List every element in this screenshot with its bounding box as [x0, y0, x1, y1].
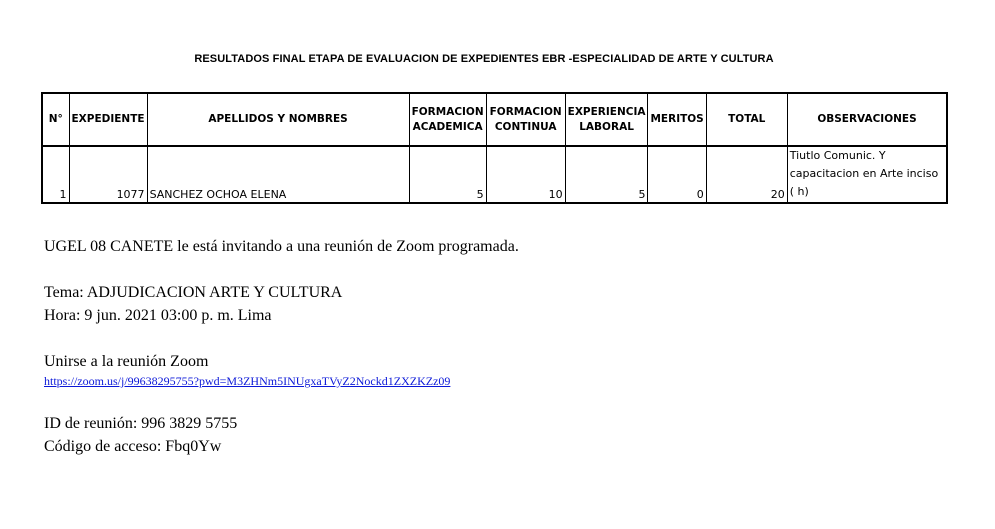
cell-formacion-continua: 10: [486, 146, 565, 203]
meeting-id: ID de reunión: 996 3829 5755: [44, 415, 238, 432]
header-total: TOTAL: [706, 93, 787, 146]
table-header-row: [42, 93, 947, 146]
cell-observaciones: [787, 146, 947, 203]
cell-apellidos: SANCHEZ OCHOA ELENA: [147, 146, 409, 203]
header-n: N°: [42, 93, 69, 146]
header-formacion-continua-line1: FORMACION: [489, 105, 562, 118]
meeting-time: Hora: 9 jun. 2021 03:00 p. m. Lima: [44, 307, 272, 324]
join-label: Unirse a la reunión Zoom: [44, 353, 209, 370]
observaciones-line2: capacitacion en Arte inciso: [789, 167, 939, 180]
header-experiencia-laboral-line2: LABORAL: [579, 120, 634, 133]
observaciones-line1: Tiutlo Comunic. Y: [789, 149, 886, 162]
header-formacion-academica-line2: ACADEMICA: [412, 120, 483, 133]
document-title: RESULTADOS FINAL ETAPA DE EVALUACION DE EXPEDIENTES EBR -ESPECIALIDAD DE ARTE Y CULTURA: [194, 53, 774, 65]
meeting-invitation: UGEL 08 CANETE le está invitando a una reunión de Zoom programada.: [44, 238, 519, 255]
cell-meritos: 0: [648, 146, 706, 203]
header-formacion-continua: [486, 93, 565, 146]
header-formacion-academica-line1: FORMACION: [411, 105, 484, 118]
header-experiencia-laboral: [565, 93, 648, 146]
header-meritos: MERITOS: [648, 93, 706, 146]
header-formacion-continua-line2: CONTINUA: [494, 120, 557, 133]
meeting-passcode: Código de acceso: Fbq0Yw: [44, 438, 222, 455]
header-expediente: EXPEDIENTE: [69, 93, 147, 146]
observaciones-line3: ( h): [789, 185, 809, 198]
header-observaciones: OBSERVACIONES: [787, 93, 947, 146]
cell-formacion-academica: 5: [409, 146, 486, 203]
cell-expediente: 1077: [69, 146, 147, 203]
header-apellidos: APELLIDOS Y NOMBRES: [147, 93, 409, 146]
table-row: [42, 146, 947, 203]
zoom-join-link[interactable]: https://zoom.us/j/99638295755?pwd=M3ZHNm5INUgxaTVyZ2Nockd1ZXZKZz09: [44, 374, 451, 388]
meeting-topic: Tema: ADJUDICACION ARTE Y CULTURA: [44, 284, 343, 301]
cell-total: 20: [706, 146, 787, 203]
cell-n: 1: [42, 146, 69, 203]
cell-experiencia-laboral: 5: [565, 146, 648, 203]
header-experiencia-laboral-line1: EXPERIENCIA: [567, 105, 646, 118]
header-formacion-academica: [409, 93, 486, 146]
results-table: [41, 92, 948, 204]
